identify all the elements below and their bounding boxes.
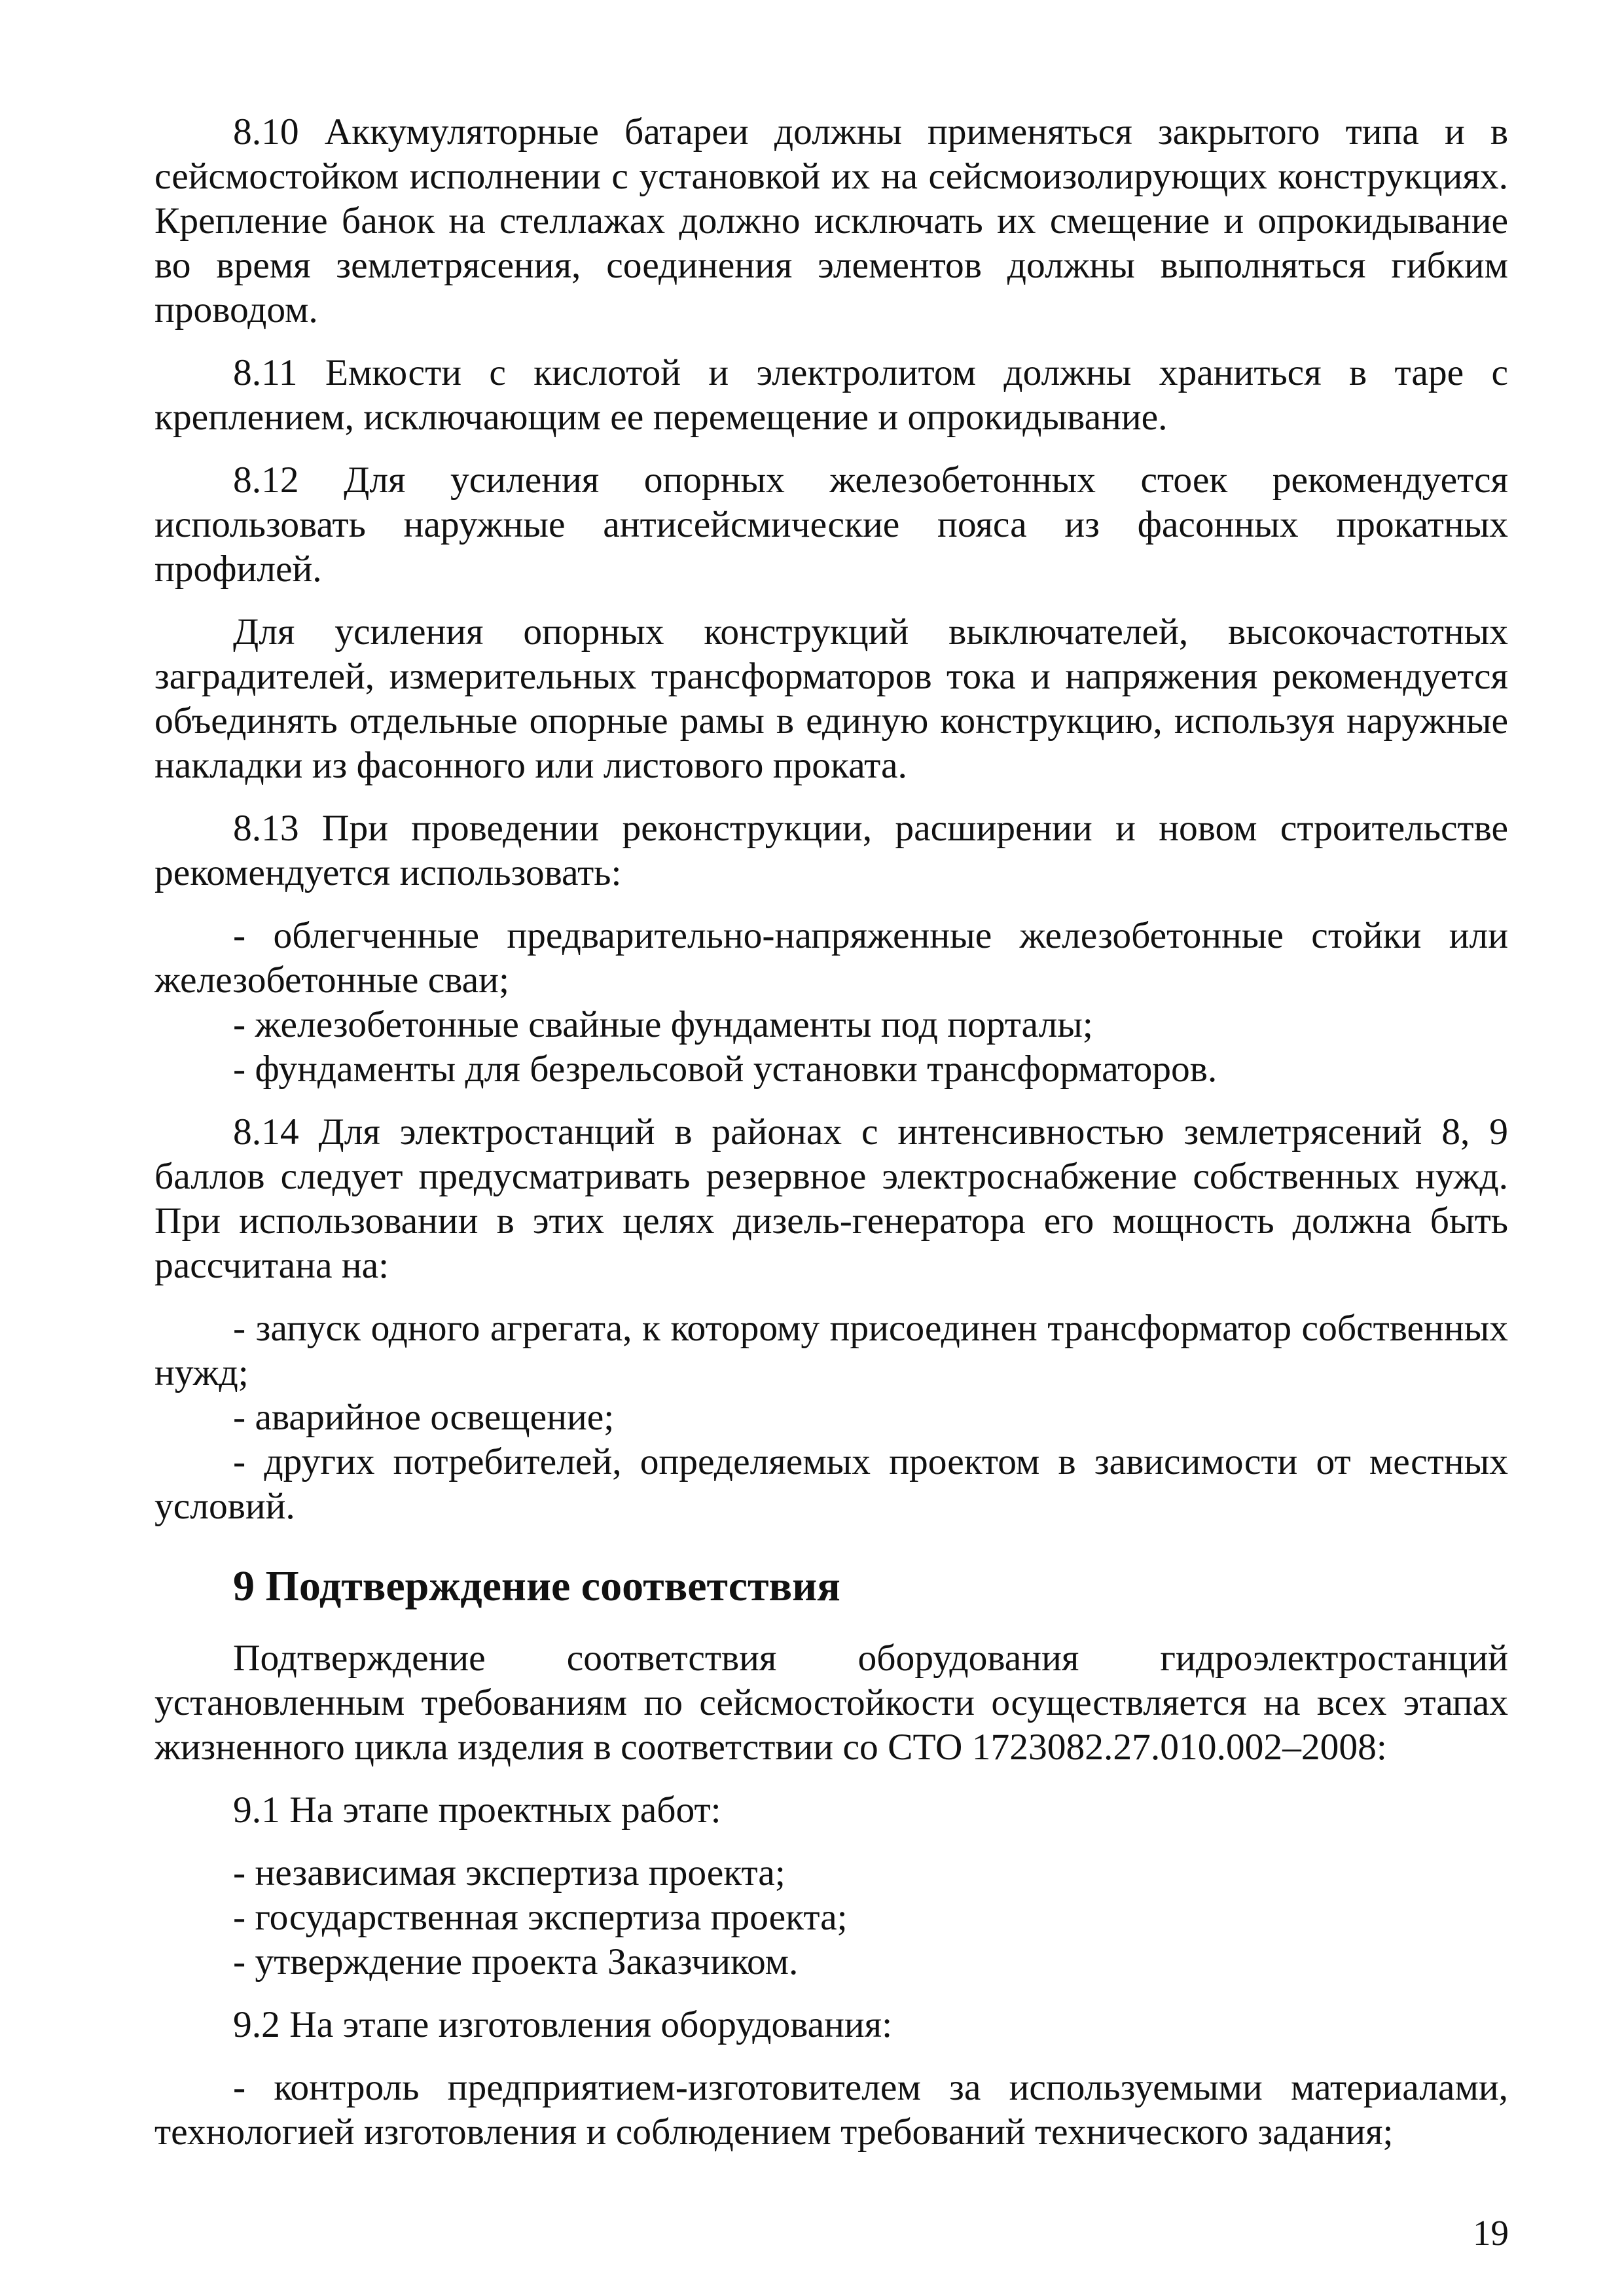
list-8-14 bbox=[154, 1306, 1508, 1529]
list-item: - фундаменты для безрельсовой установки трансформаторов. bbox=[233, 1049, 1218, 1090]
list-item: - аварийное освещение; bbox=[233, 1397, 615, 1438]
paragraph-8-13: 8.13 При проведении реконструкции, расширении и новом строительстве рекомендуется использовать: bbox=[154, 808, 1508, 893]
paragraph-9-1: 9.1 На этапе проектных работ: bbox=[233, 1789, 721, 1831]
paragraph-9-2: 9.2 На этапе изготовления оборудования: bbox=[233, 2004, 893, 2045]
section-9-heading: 9 Подтверждение соответствия bbox=[233, 1562, 840, 1610]
list-item: - государственная экспертиза проекта; bbox=[233, 1897, 848, 1938]
list-item: - железобетонные свайные фундаменты под порталы; bbox=[233, 1004, 1093, 1045]
paragraph-8-11: 8.11 Емкости с кислотой и электролитом должны храниться в таре с креплением, исключающим ее перемещение и опрокидывание. bbox=[154, 352, 1508, 438]
page-number: 19 bbox=[1473, 2213, 1509, 2253]
section-9-intro: Подтверждение соответствия оборудования гидроэлектростанций установленным требованиям по сейсмостойкости осуществляется на всех этапах жизненного цикла изделия в соответствии со СТО 1723082.27.010.002–2008: bbox=[154, 1638, 1508, 1768]
list-item: - других потребителей, определяемых проектом в зависимости от местных условий. bbox=[154, 1441, 1508, 1527]
paragraph-8-12-continued: Для усиления опорных конструкций выключателей, высокочастотных заградителей, измерительных трансформаторов тока и напряжения рекомендуется объединять отдельные опорные рамы в единую конструкцию, используя наружные накладки из фасонного или листового проката. bbox=[154, 611, 1508, 786]
list-item: - запуск одного агрегата, к которому присоединен трансформатор собственных нужд; bbox=[154, 1308, 1508, 1393]
list-item: - контроль предприятием-изготовителем за используемыми материалами, технологией изготовления и соблюдением требований технического задания; bbox=[154, 2067, 1508, 2153]
list-item: - облегченные предварительно-напряженные железобетонные стойки или железобетонные сваи; bbox=[154, 915, 1508, 1001]
list-9-1 bbox=[154, 1851, 1508, 1984]
paragraph-8-12: 8.12 Для усиления опорных железобетонных стоек рекомендуется использовать наружные антисейсмические пояса из фасонных прокатных профилей. bbox=[154, 459, 1508, 590]
paragraph-8-14: 8.14 Для электростанций в районах с интенсивностью землетрясений 8, 9 баллов следует предусматривать резервное электроснабжение собственных нужд. При использовании в этих целях дизель-генератора его мощность должна быть рассчитана на: bbox=[154, 1111, 1508, 1286]
list-item: - независимая экспертиза проекта; bbox=[233, 1852, 785, 1893]
list-item: - утверждение проекта Заказчиком. bbox=[233, 1941, 799, 1982]
list-9-2 bbox=[154, 2066, 1508, 2155]
paragraph-8-10: 8.10 Аккумуляторные батареи должны применяться закрытого типа и в сейсмостойком исполнении с установкой их на сейсмоизолирующих конструкциях. Крепление банок на стеллажах должно исключать их смещение и опрокидывание во время землетрясения, соединения элементов должны выполняться гибким проводом. bbox=[154, 111, 1508, 331]
list-8-13 bbox=[154, 914, 1508, 1092]
document-page bbox=[154, 110, 1508, 2155]
